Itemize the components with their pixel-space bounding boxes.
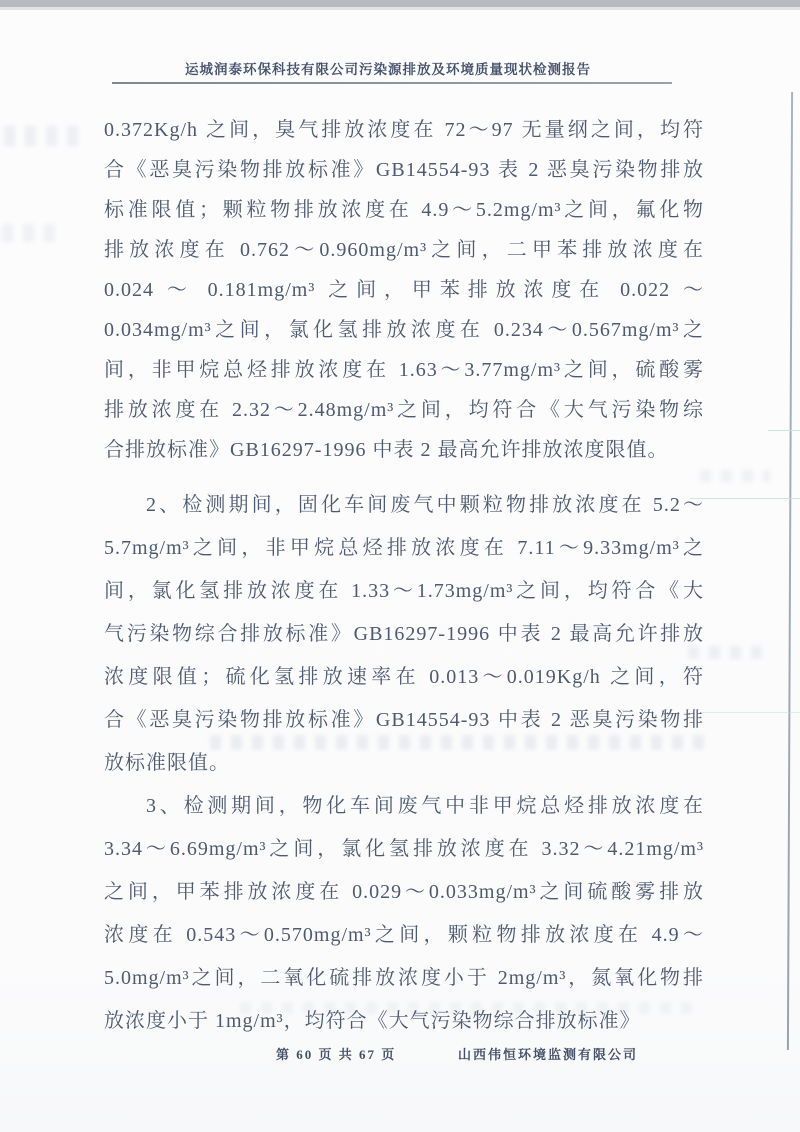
text-line: 浓度限值；硫化氢排放速率在 0.013～0.019Kg/h 之间，符 (104, 666, 704, 688)
text-line: 0.024 ～ 0.181mg/m³ 之间，甲苯排放浓度在 0.022 ～ (104, 279, 704, 301)
bleed-through-artifact (2, 224, 62, 242)
text-line: 0.372Kg/h 之间，臭气排放浓度在 72～97 无量纲之间，均符 (104, 119, 704, 141)
text-line: 合排放标准》GB16297-1996 中表 2 最高允许排放浓度限值。 (104, 439, 669, 461)
text-line: 5.0mg/m³之间，二氧化硫排放浓度小于 2mg/m³，氮氧化物排 (104, 967, 704, 989)
text-line: 间，非甲烷总烃排放浓度在 1.63～3.77mg/m³之间，硫酸雾 (104, 359, 704, 381)
text-line: 排放浓度在 0.762～0.960mg/m³之间，二甲苯排放浓度在 (104, 239, 704, 261)
bleed-through-artifact (700, 470, 770, 482)
text-line: 放浓度小于 1mg/m³，均符合《大气污染物综合排放标准》 (104, 1010, 641, 1032)
bleed-through-artifact (4, 126, 84, 146)
scan-hairline-artifact (700, 712, 800, 713)
scan-top-edge (0, 0, 800, 7)
text-line: 标准限值；颗粒物排放浓度在 4.9～5.2mg/m³之间，氟化物 (104, 199, 704, 221)
text-line: 合《恶臭污染物排放标准》GB14554-93 中表 2 恶臭污染物排 (104, 709, 704, 731)
text-line: 0.034mg/m³之间，氯化氢排放浓度在 0.234～0.567mg/m³之 (104, 319, 704, 341)
text-line: 5.7mg/m³之间，非甲烷总烃排放浓度在 7.11～9.33mg/m³之 (104, 537, 704, 559)
paragraph-3 (104, 785, 704, 1043)
document-body (104, 110, 704, 1043)
text-line: 之间，甲苯排放浓度在 0.029～0.033mg/m³之间硫酸雾排放 (104, 881, 704, 903)
text-line: 气污染物综合排放标准》GB16297-1996 中表 2 最高允许排放 (104, 623, 704, 645)
text-line: 2、检测期间，固化车间废气中颗粒物排放浓度在 5.2～ (146, 494, 704, 516)
scan-hairline-artifact (768, 430, 800, 431)
scan-hairline-artifact (690, 498, 800, 499)
scan-top-edge-shadow (0, 7, 800, 10)
page-header-title: 运城润泰环保科技有限公司污染源排放及环境质量现状检测报告 (185, 62, 591, 77)
header-rule (112, 82, 672, 84)
text-line: 放标准限值。 (104, 752, 230, 774)
scan-right-page-edge (787, 92, 793, 1050)
text-line: 3.34～6.69mg/m³之间，氯化氢排放浓度在 3.32～4.21mg/m³ (104, 838, 704, 860)
text-line: 间，氯化氢排放浓度在 1.33～1.73mg/m³之间，均符合《大 (104, 580, 704, 602)
paragraph-2 (104, 484, 704, 785)
text-line: 排放浓度在 2.32～2.48mg/m³之间，均符合《大气污染物综 (104, 399, 704, 421)
footer-page-number: 第 60 页 共 67 页 (276, 1047, 397, 1062)
text-line: 合《恶臭污染物排放标准》GB14554-93 表 2 恶臭污染物排放 (104, 159, 704, 181)
footer-company-name: 山西伟恒环境监测有限公司 (458, 1047, 639, 1062)
text-line: 3、检测期间，物化车间废气中非甲烷总烃排放浓度在 (146, 795, 704, 817)
text-line: 浓度在 0.543～0.570mg/m³之间，颗粒物排放浓度在 4.9～ (104, 924, 704, 946)
paragraph-1 (104, 110, 704, 470)
